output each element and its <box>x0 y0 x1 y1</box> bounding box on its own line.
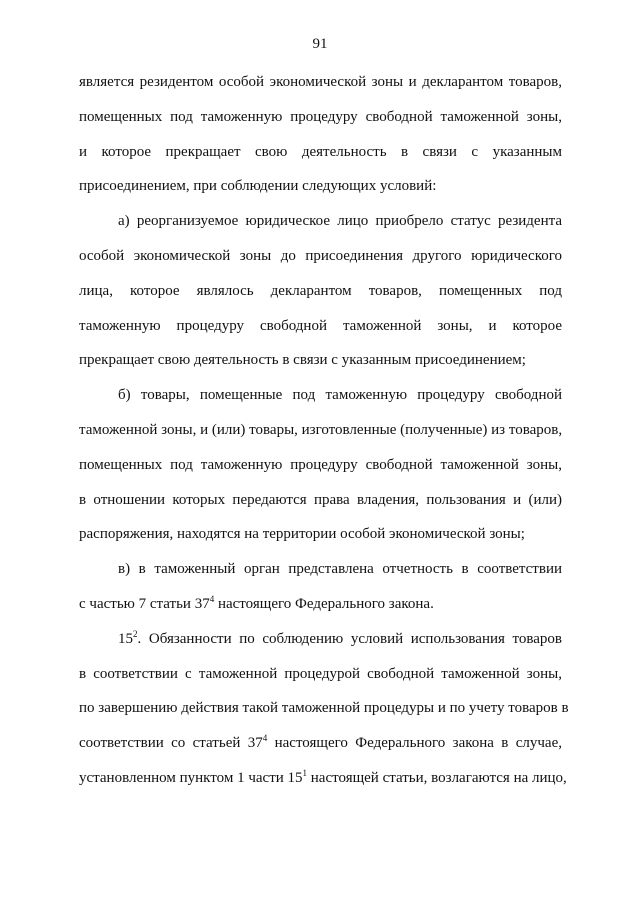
text-line-continuation: настоящего Федерального закона в случае, <box>267 735 562 752</box>
text-line <box>79 522 562 557</box>
text-line-main: таможенной зоны, и (или) товары, изготовленные (полученные) из товаров, <box>79 421 563 438</box>
text-line <box>79 696 569 731</box>
text-line-main: соответствии со статьей 37 <box>79 735 263 752</box>
text-line-main: в соответствии с таможенной процедурой свободной таможенной зоны, <box>79 665 562 682</box>
text-line-main: таможенную процедуру свободной таможенной зоны, и которое <box>79 317 562 334</box>
text-line-main: прекращает свою деятельность в связи с указанным присоединением; <box>79 352 526 369</box>
text-line-main: помещенных под таможенную процедуру свободной таможенной зоны, <box>79 108 562 125</box>
text-line <box>79 731 562 766</box>
text-line-main: с частью 7 статьи 37 <box>79 595 210 612</box>
text-line <box>79 70 562 105</box>
text-line-continuation: настоящей статьи, возлагаются на лицо, <box>307 769 567 786</box>
text-line <box>79 418 562 453</box>
body-text <box>79 70 569 801</box>
text-line-main: б) товары, помещенные под таможенную процедуру свободной <box>118 387 562 404</box>
text-line <box>79 662 562 697</box>
text-line-main: и которое прекращает свою деятельность в связи с указанным <box>79 143 562 160</box>
text-line-main: особой экономической зоны до присоединения другого юридического <box>79 247 562 264</box>
text-line <box>79 105 562 140</box>
superscript: 4 <box>262 733 268 744</box>
text-line <box>79 279 562 314</box>
text-line <box>79 314 562 349</box>
page-number: 91 <box>312 36 328 52</box>
text-line <box>79 592 562 627</box>
text-line <box>79 140 562 175</box>
text-line <box>79 348 562 383</box>
text-line <box>79 488 562 523</box>
text-line-main: по завершению действия такой таможенной процедуры и по учету товаров в <box>79 700 569 717</box>
text-line <box>79 627 562 662</box>
text-line <box>79 174 562 209</box>
text-line-main: является резидентом особой экономической зоны и декларантом товаров, <box>79 74 562 90</box>
text-line <box>79 453 562 488</box>
text-line-main: 15 <box>118 630 133 647</box>
text-line <box>79 244 562 279</box>
text-line-continuation: . Обязанности по соблюдению условий использования товаров <box>137 630 562 647</box>
superscript: 2 <box>133 628 138 639</box>
superscript: 4 <box>209 593 215 604</box>
text-line-main: помещенных под таможенную процедуру свободной таможенной зоны, <box>79 456 562 473</box>
text-line-main: в) в таможенный орган представлена отчетность в соответствии <box>118 561 562 578</box>
text-line <box>79 557 562 592</box>
text-line-main: распоряжения, находятся на территории особой экономической зоны; <box>79 526 525 543</box>
text-line-main: а) реорганизуемое юридическое лицо приобрело статус резидента <box>118 213 562 230</box>
text-line <box>79 383 562 418</box>
text-line <box>79 766 567 801</box>
text-line <box>79 209 562 244</box>
text-line-main: присоединением, при соблюдении следующих условий: <box>79 178 437 195</box>
text-line-main: в отношении которых передаются права владения, пользования и (или) <box>79 491 562 508</box>
text-line-main: лица, которое являлось декларантом товаров, помещенных под <box>79 282 562 299</box>
superscript: 1 <box>302 767 308 778</box>
text-line-main: установленном пунктом 1 части 15 <box>79 769 303 786</box>
text-line-continuation: настоящего Федерального закона. <box>214 595 434 612</box>
